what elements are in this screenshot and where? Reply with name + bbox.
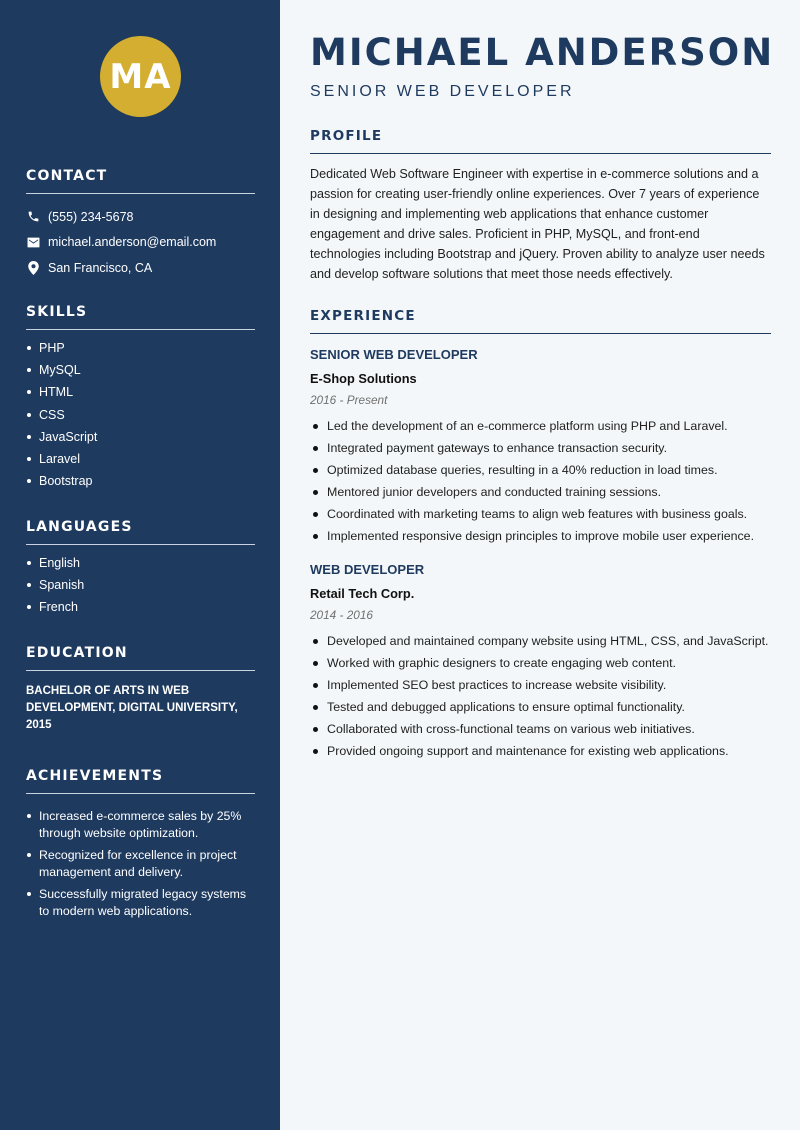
skill-item: Laravel xyxy=(26,452,255,474)
languages-heading: LANGUAGES xyxy=(26,519,255,545)
experience-heading: EXPERIENCE xyxy=(310,308,771,334)
achievements-heading: ACHIEVEMENTS xyxy=(26,768,255,794)
job-bullet: Implemented SEO best practices to increase website visibility. xyxy=(310,677,771,695)
contact-heading: CONTACT xyxy=(26,168,255,194)
candidate-name: MICHAEL ANDERSON xyxy=(310,31,775,74)
profile-heading: PROFILE xyxy=(310,128,771,154)
profile-text: Dedicated Web Software Engineer with expertise in e-commerce solutions and a passion for creating user-friendly online experiences. Over 7 years of experience in designing and implementing web applications that enhance customer engagement and drive sales. Proficient in PHP, MySQL, and front-end technologies including Bootstrap and jQuery. Proven ability to analyze user needs and develop software solutions that meet those needs effectively. xyxy=(310,167,765,281)
email-text: michael.anderson@email.com xyxy=(48,235,217,250)
phone-text: (555) 234-5678 xyxy=(48,209,134,224)
language-item: French xyxy=(26,600,255,622)
job-entry xyxy=(310,562,771,766)
achievement-item: Recognized for excellence in project management and delivery. xyxy=(26,847,255,881)
contact-email xyxy=(26,230,255,256)
job-bullet: Coordinated with marketing teams to align web features with business goals. xyxy=(310,506,771,524)
job-bullet: Developed and maintained company website using HTML, CSS, and JavaScript. xyxy=(310,633,771,651)
job-bullet: Integrated payment gateways to enhance transaction security. xyxy=(310,440,771,458)
job-bullet: Tested and debugged applications to ensure optimal functionality. xyxy=(310,699,771,717)
contact-phone xyxy=(26,204,255,230)
education-heading: EDUCATION xyxy=(26,645,255,671)
job-title: SENIOR WEB DEVELOPER xyxy=(310,347,478,362)
skills-section xyxy=(26,304,255,496)
location-pin-icon xyxy=(26,261,40,275)
skill-item: PHP xyxy=(26,341,255,363)
job-title: WEB DEVELOPER xyxy=(310,562,425,577)
mail-icon xyxy=(26,235,40,249)
avatar: MA xyxy=(100,36,181,117)
sidebar xyxy=(0,0,280,1130)
skill-item: CSS xyxy=(26,408,255,430)
contact-section xyxy=(26,168,255,281)
job-dates: 2016 - Present xyxy=(310,393,388,407)
language-item: Spanish xyxy=(26,578,255,600)
job-bullet: Mentored junior developers and conducted training sessions. xyxy=(310,484,771,502)
job-bullet: Optimized database queries, resulting in a 40% reduction in load times. xyxy=(310,462,771,480)
skills-heading: SKILLS xyxy=(26,304,255,330)
job-company: Retail Tech Corp. xyxy=(310,586,415,601)
profile-section xyxy=(310,128,771,284)
skill-item: HTML xyxy=(26,385,255,407)
job-bullet: Worked with graphic designers to create engaging web content. xyxy=(310,655,771,673)
achievements-section xyxy=(26,768,255,925)
candidate-role: SENIOR WEB DEVELOPER xyxy=(310,83,575,100)
language-item: English xyxy=(26,556,255,578)
job-bullet: Provided ongoing support and maintenance for existing web applications. xyxy=(310,743,771,761)
job-bullet: Collaborated with cross-functional teams on various web initiatives. xyxy=(310,721,771,739)
experience-section xyxy=(310,308,771,334)
education-degree: BACHELOR OF ARTS IN WEB DEVELOPMENT, DIGITAL UNIVERSITY, 2015 xyxy=(26,685,238,731)
languages-section xyxy=(26,519,255,623)
job-company: E-Shop Solutions xyxy=(310,371,417,386)
location-text: San Francisco, CA xyxy=(48,260,153,275)
phone-icon xyxy=(26,210,40,224)
skill-item: Bootstrap xyxy=(26,474,255,496)
skill-item: MySQL xyxy=(26,363,255,385)
achievement-item: Successfully migrated legacy systems to modern web applications. xyxy=(26,886,255,920)
achievement-item: Increased e-commerce sales by 25% through website optimization. xyxy=(26,808,255,842)
education-section xyxy=(26,645,255,734)
job-bullet: Led the development of an e-commerce platform using PHP and Laravel. xyxy=(310,418,771,436)
job-bullet: Implemented responsive design principles to improve mobile user experience. xyxy=(310,528,771,546)
contact-location xyxy=(26,255,255,281)
skill-item: JavaScript xyxy=(26,430,255,452)
job-entry xyxy=(310,347,771,551)
job-dates: 2014 - 2016 xyxy=(310,608,373,622)
